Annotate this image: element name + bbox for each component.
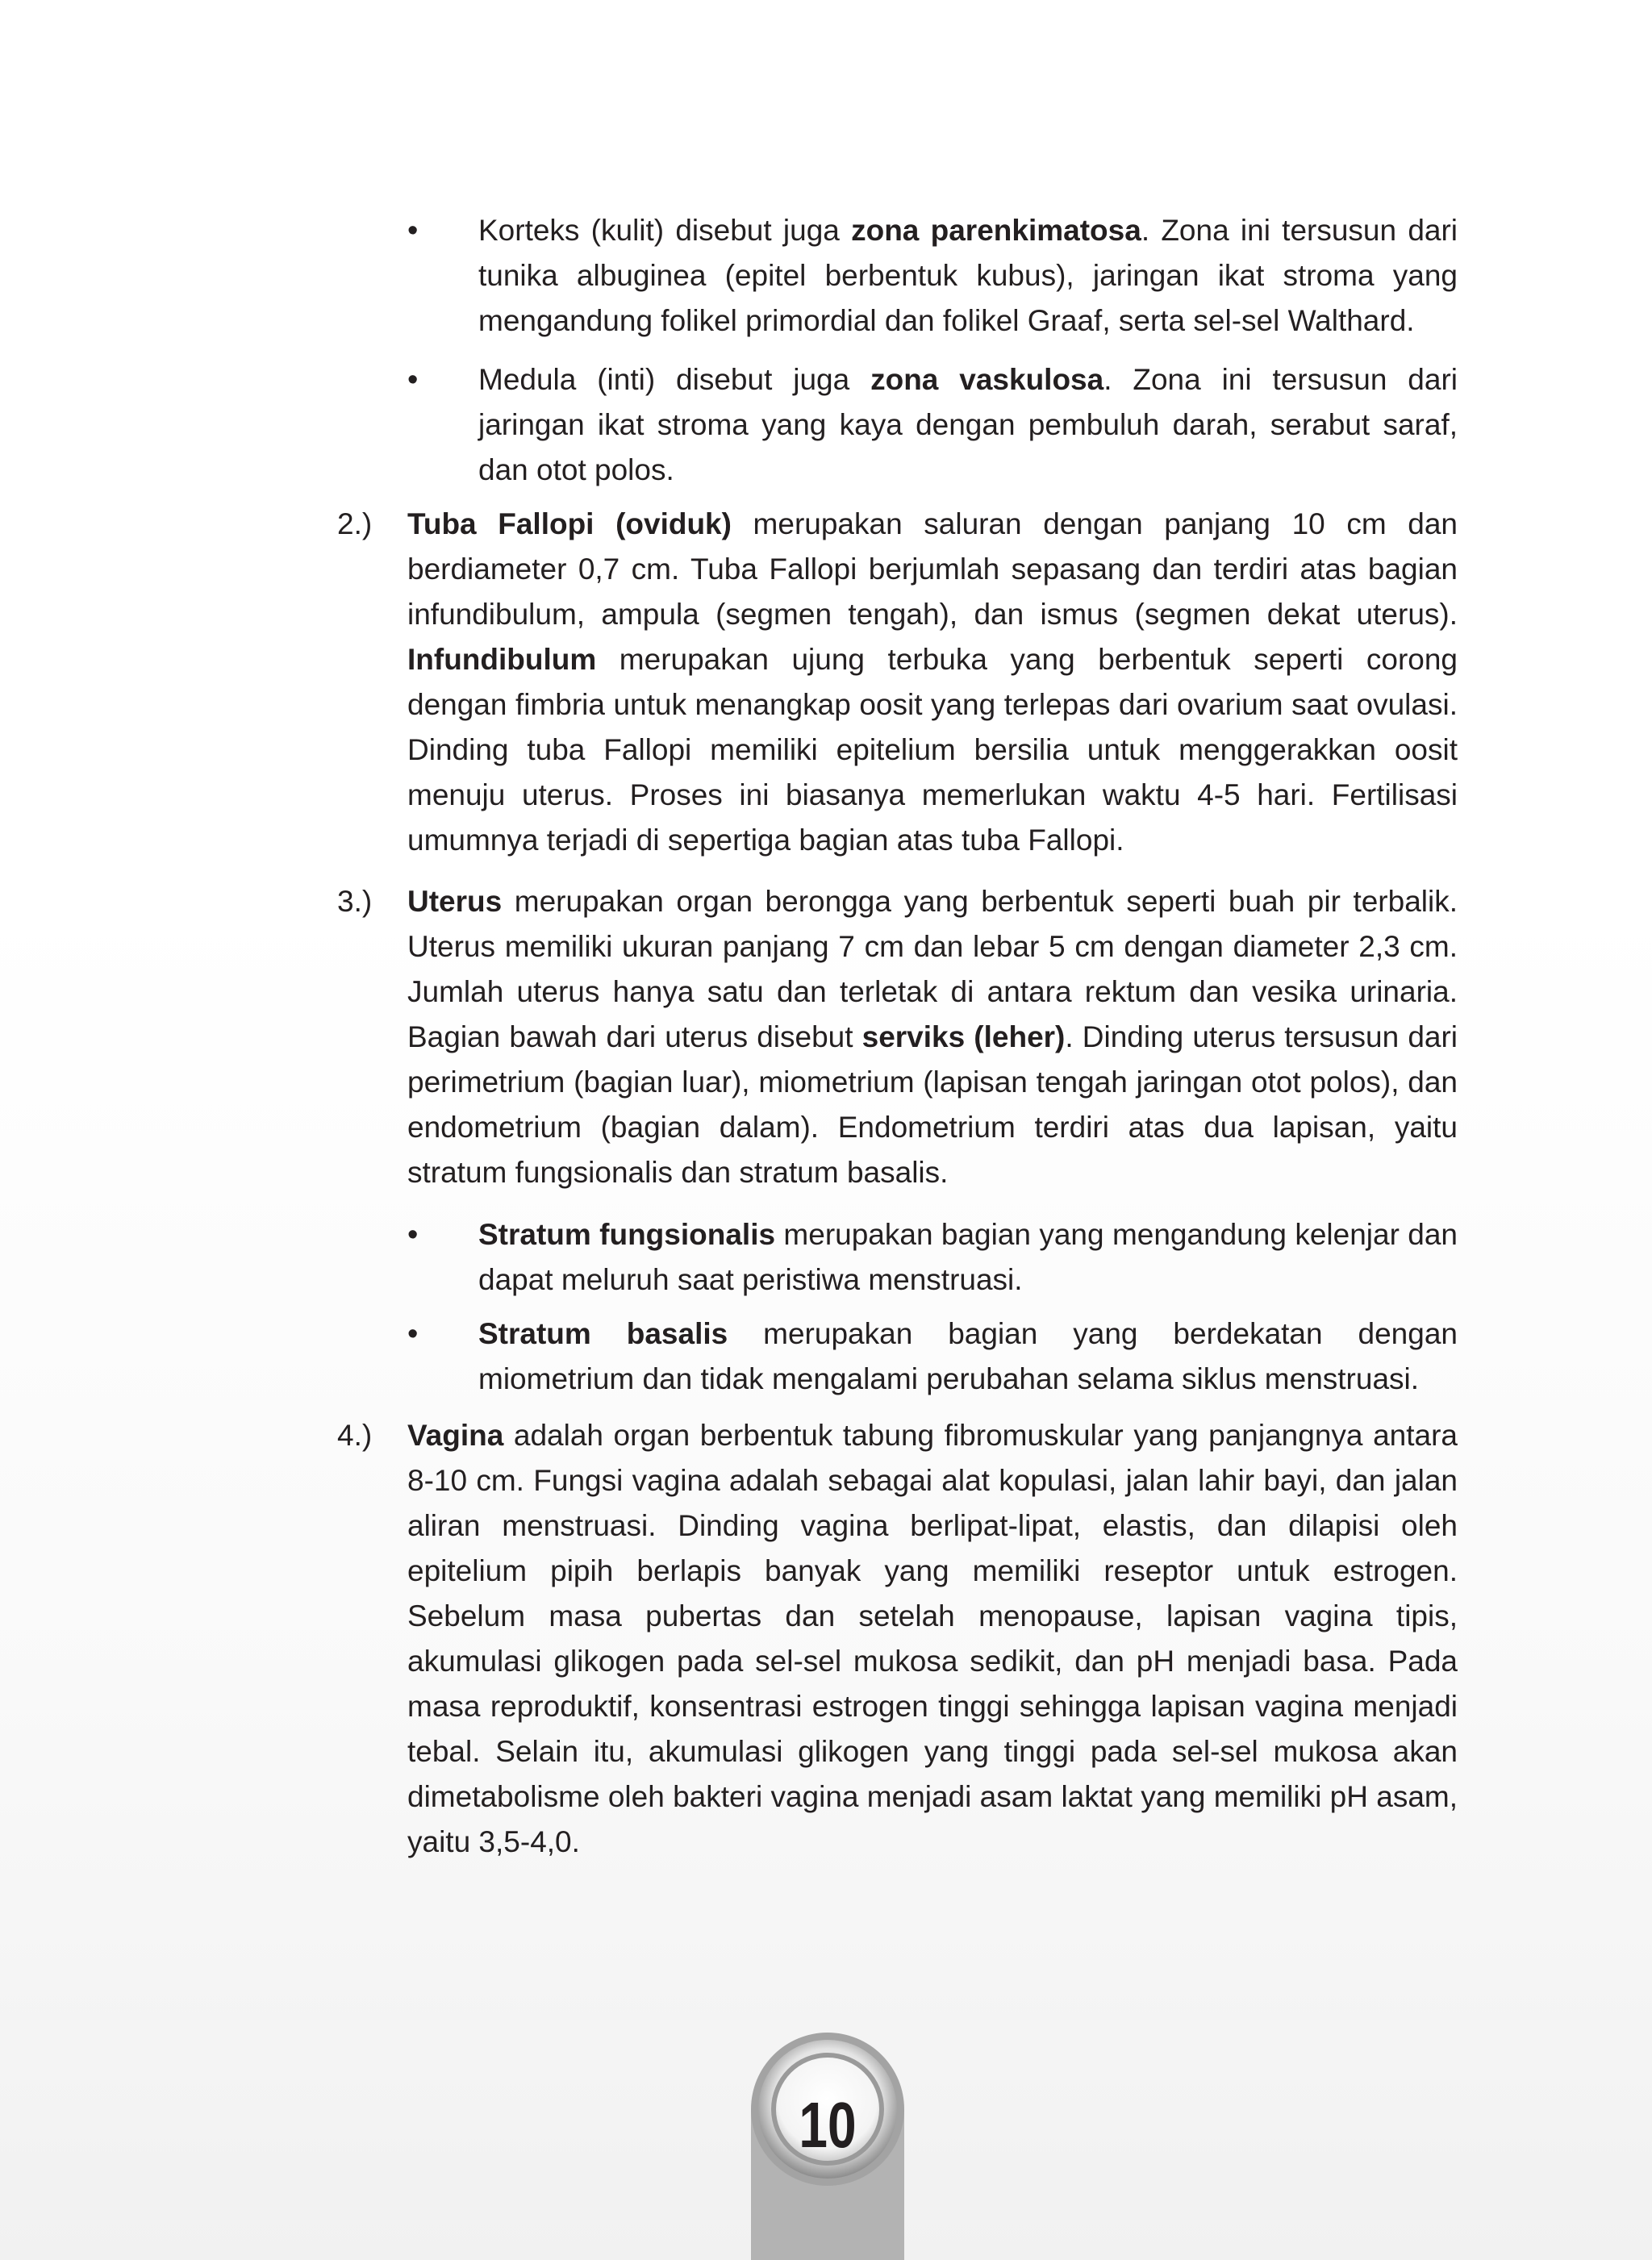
bold-term: Stratum basalis (478, 1317, 728, 1350)
bullet-stratum-basalis (478, 1311, 1458, 1402)
bullet-text: Medula (inti) disebut juga (478, 363, 871, 396)
item-tuba-fallopi (407, 502, 1458, 863)
bullet-dot: • (407, 1317, 419, 1351)
bold-term: Tuba Fallopi (oviduk) (407, 507, 732, 540)
bold-term: Infundibulum (407, 643, 597, 676)
bullet-dot: • (407, 214, 419, 248)
item-vagina (407, 1413, 1458, 1865)
page-number-badge (751, 2033, 904, 2260)
bullet-text: . Zona ini tersusun dari tunika albuginea (epitel berbentuk kubus), jaringan ikat stroma yang mengandung folikel primordial dan folikel Graaf, serta sel-sel Walthard. (478, 214, 1458, 337)
item-text: merupakan organ berongga yang berbentuk seperti buah pir terbalik. Uterus memiliki ukuran panjang 7 cm dan lebar 5 cm dengan diameter 2,3 cm. Jumlah uterus hanya satu dan terletak di antara rektum dan vesika urinaria. Bagian bawah dari uterus disebut (407, 885, 1458, 1053)
bold-term: Stratum fungsionalis (478, 1218, 776, 1251)
bold-term: Vagina (407, 1419, 504, 1452)
bullet-medula (478, 357, 1458, 493)
bullet-dot: • (407, 363, 419, 397)
bullet-text: merupakan bagian yang berdekatan dengan miometrium dan tidak mengalami perubahan selama siklus menstruasi. (478, 1317, 1458, 1395)
bullet-stratum-fungsionalis (478, 1212, 1458, 1303)
bullet-text: Korteks (kulit) disebut juga (478, 214, 852, 247)
bullet-dot: • (407, 1218, 419, 1252)
page-number: 10 (799, 2089, 857, 2161)
bold-term: Uterus (407, 885, 503, 918)
item-text: merupakan saluran dengan panjang 10 cm dan berdiameter 0,7 cm. Tuba Fallopi berjumlah sepasang dan terdiri atas bagian infundibulum, ampula (segmen tengah), dan ismus (segmen dekat uterus). (407, 507, 1458, 631)
item-number: 4.) (337, 1419, 373, 1452)
item-uterus (407, 879, 1458, 1195)
bullet-text: . Zona ini tersusun dari jaringan ikat stroma yang kaya dengan pembuluh darah, serabut saraf, dan otot polos. (478, 363, 1458, 486)
item-text: adalah organ berbentuk tabung fibromuskular yang panjangnya antara 8-10 cm. Fungsi vagina adalah sebagai alat kopulasi, jalan lahir bayi, dan jalan aliran menstruasi. Dinding vagina berlipat-lipat, elastis, dan dilapisi oleh epitelium pipih berlapis banyak yang memiliki reseptor untuk estrogen. Sebelum masa pubertas dan setelah menopause, lapisan vagina tipis, akumulasi glikogen pada sel-sel mukosa sedikit, dan pH menjadi basa. Pada masa reproduktif, konsentrasi estrogen tinggi sehingga lapisan vagina menjadi tebal. Selain itu, akumulasi glikogen yang tinggi pada sel-sel mukosa akan dimetabolisme oleh bakteri vagina menjadi asam laktat yang memiliki pH asam, yaitu 3,5-4,0. (407, 1419, 1458, 1858)
bold-term: zona vaskulosa (870, 363, 1104, 396)
item-text: merupakan ujung terbuka yang berbentuk seperti corong dengan fimbria untuk menangkap oosit yang terlepas dari ovarium saat ovulasi. Dinding tuba Fallopi memiliki epitelium bersilia untuk menggerakkan oosit menuju uterus. Proses ini biasanya memerlukan waktu 4-5 hari. Fertilisasi umumnya terjadi di sepertiga bagian atas tuba Fallopi. (407, 643, 1458, 857)
bold-term: serviks (leher) (861, 1020, 1066, 1053)
item-text: . Dinding uterus tersusun dari perimetrium (bagian luar), miometrium (lapisan tengah jaringan otot polos), dan endometrium (bagian dalam). Endometrium terdiri atas dua lapisan, yaitu stratum fungsionalis dan stratum basalis. (407, 1020, 1458, 1189)
item-number: 3.) (337, 885, 373, 918)
bullet-korteks (478, 208, 1458, 344)
bullet-text: merupakan bagian yang mengandung kelenjar dan dapat meluruh saat peristiwa menstruasi. (478, 1218, 1458, 1296)
item-number: 2.) (337, 507, 373, 540)
bold-term: zona parenkimatosa (851, 214, 1141, 247)
